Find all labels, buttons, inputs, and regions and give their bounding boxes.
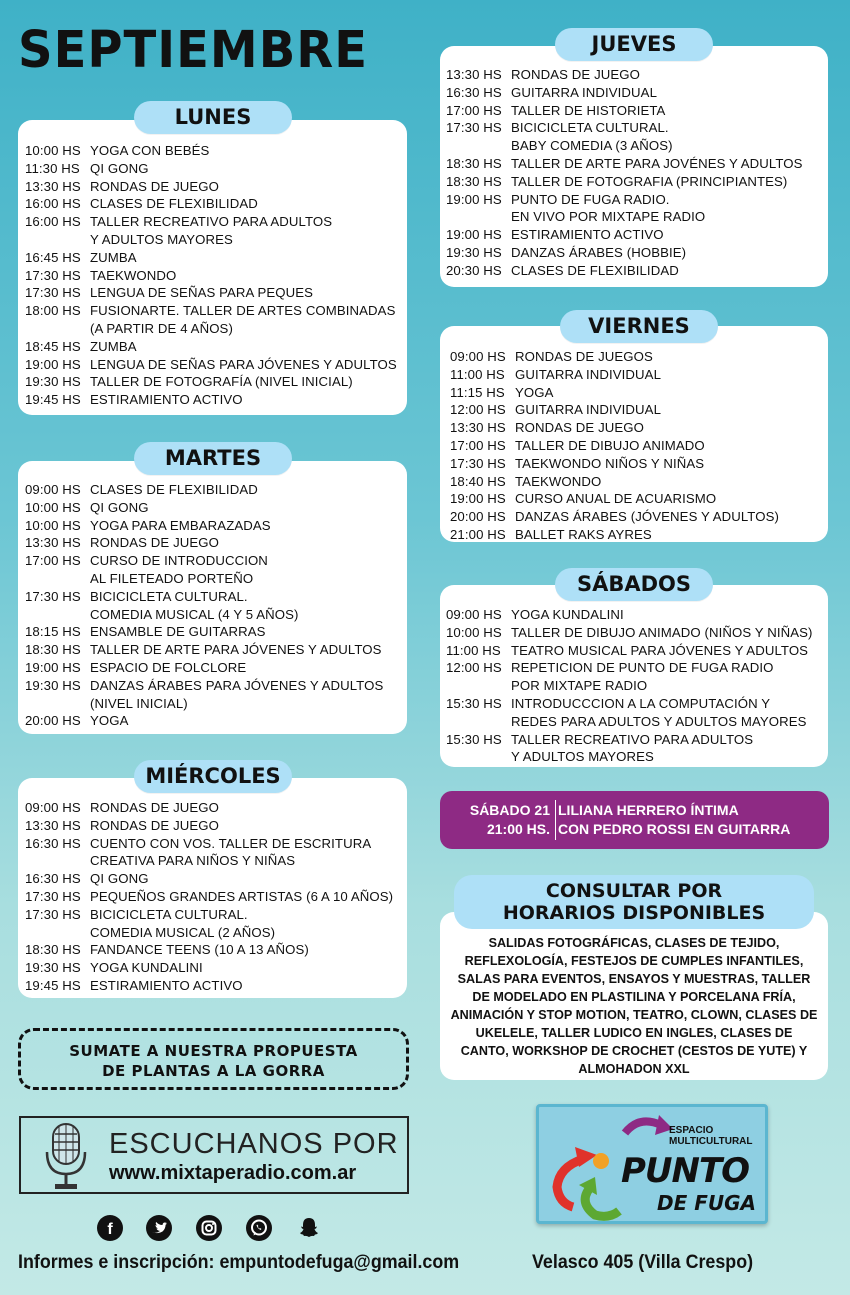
entry-time: 21:00 HS [450,526,506,542]
schedule-entry [25,588,405,624]
entry-time: 09:00 HS [446,607,502,622]
entry-time: 19:30 HS [446,244,502,260]
entry-activity [90,213,405,249]
entry-activity [511,119,826,155]
logo-name-2: DE FUGA [657,1191,757,1215]
entry-activity-line: (NIVEL INICIAL) [90,695,188,711]
entry-time: 13:30 HS [450,420,506,436]
whatsapp-icon[interactable] [246,1215,272,1241]
entry-activity [511,191,826,227]
entry-activity-line: BICICICLETA CULTURAL. [90,906,248,922]
entry-activity [90,659,405,677]
entry-time: 17:30 HS [25,267,81,283]
entry-time: 09:00 HS [450,349,506,364]
schedule-entry [450,455,826,473]
schedule-entry [25,391,405,409]
entry-activity-line: TALLER DE ARTE PARA JÓVENES Y ADULTOS [90,642,382,658]
schedule-entry [450,401,826,419]
schedule-entry [25,195,405,213]
entry-activity-line: QI GONG [90,160,149,176]
entry-activity [90,284,405,302]
entry-activity-line: INTRODUCCCION A LA COMPUTACIÓN Y [511,695,771,711]
entry-activity-line: DANZAS ÁRABES PARA JÓVENES Y ADULTOS [90,677,384,693]
entry-activity-line: EN VIVO POR MIXTAPE RADIO [511,209,706,225]
schedule-entry [450,473,826,491]
miercoles-schedule [25,799,405,995]
entry-time: 10:00 HS [25,499,81,515]
schedule-entry [25,977,405,995]
schedule-entry [25,481,405,499]
entry-time: 11:15 HS [450,384,505,400]
schedule-entry [25,178,405,196]
entry-activity-line: TALLER DE FOTOGRAFIA (PRINCIPIANTES) [511,173,788,189]
schedule-entry [446,731,826,767]
lunes-header: LUNES [134,101,292,134]
entry-activity-line: FUSIONARTE. TALLER DE ARTES COMBINADAS [90,303,396,319]
entry-activity-line: YOGA [515,384,554,400]
entry-time: 17:30 HS [25,906,81,922]
entry-activity-line: REPETICION DE PUNTO DE FUGA RADIO [511,660,774,676]
entry-time: 18:30 HS [25,642,81,658]
entry-activity [511,173,826,191]
schedule-entry [25,835,405,871]
jueves-schedule [446,66,826,280]
entry-activity-line: YOGA KUNDALINI [511,607,624,622]
entry-activity-line: RONDAS DE JUEGO [90,817,219,833]
entry-activity-line: CREATIVA PARA NIÑOS Y NIÑAS [90,853,296,869]
sabados-header: SÁBADOS [555,568,713,601]
entry-activity [511,226,826,244]
event-title: LILIANA HERRERO ÍNTIMA [558,802,739,818]
entry-time: 16:30 HS [446,84,502,100]
entry-time: 10:00 HS [25,517,81,533]
schedule-entry [25,817,405,835]
entry-activity [515,401,826,419]
schedule-entry [25,659,405,677]
entry-activity-line: GUITARRA INDIVIDUAL [515,402,662,418]
entry-time: 13:30 HS [25,817,81,833]
schedule-entry [446,102,826,120]
entry-time: 18:30 HS [446,155,502,171]
event-subtitle: CON PEDRO ROSSI EN GUITARRA [558,821,791,837]
entry-time: 19:00 HS [25,356,81,372]
facebook-icon[interactable] [97,1215,123,1241]
jueves-header: JUEVES [555,28,713,61]
entry-time: 17:30 HS [25,285,81,301]
schedule-entry [25,712,405,730]
entry-time: 11:00 HS [450,366,505,382]
radio-url[interactable]: www.mixtaperadio.com.ar [109,1162,357,1184]
entry-time: 11:30 HS [25,160,80,176]
entry-time: 16:30 HS [25,871,81,887]
schedule-entry [450,508,826,526]
schedule-entry [450,348,826,366]
entry-activity [511,262,826,280]
entry-activity [90,799,405,817]
schedule-entry [25,888,405,906]
entry-activity [90,623,405,641]
miercoles-header: MIÉRCOLES [134,760,292,793]
entry-time: 13:30 HS [446,67,502,82]
entry-activity-line: CURSO DE INTRODUCCION [90,553,268,569]
entry-activity-line: TALLER DE FOTOGRAFÍA (NIVEL INICIAL) [90,374,353,390]
entry-activity [90,195,405,213]
entry-activity-line: GUITARRA INDIVIDUAL [511,84,658,100]
entry-activity [90,356,405,374]
entry-activity-line: YOGA [90,713,129,729]
entry-time: 15:30 HS [446,731,502,747]
schedule-entry [25,552,405,588]
entry-activity-line: LENGUA DE SEÑAS PARA JÓVENES Y ADULTOS [90,356,397,372]
entry-activity-line: RONDAS DE JUEGO [511,67,640,82]
schedule-entry [25,160,405,178]
entry-activity-line: GUITARRA INDIVIDUAL [515,366,662,382]
logo-tagline-1: ESPACIO [669,1125,714,1136]
entry-activity [90,338,405,356]
entry-activity-line: PEQUEÑOS GRANDES ARTISTAS (6 A 10 AÑOS) [90,888,394,904]
entry-activity [90,499,405,517]
schedule-entry [450,384,826,402]
schedule-entry [450,366,826,384]
schedule-entry [446,244,826,262]
entry-activity [515,384,826,402]
entry-activity-line: FANDANCE TEENS (10 A 13 AÑOS) [90,942,309,958]
entry-time: 16:00 HS [25,196,81,212]
entry-activity [511,695,826,731]
entry-time: 11:00 HS [446,642,501,658]
entry-time: 17:30 HS [25,588,81,604]
entry-time: 18:00 HS [25,303,81,319]
entry-activity-line: TALLER DE HISTORIETA [511,102,666,118]
event-divider [555,800,556,840]
logo-tagline-2: MULTICULTURAL [669,1136,753,1147]
schedule-entry [446,226,826,244]
schedule-entry [446,155,826,173]
entry-time: 09:00 HS [25,800,81,815]
entry-activity [90,267,405,285]
entry-activity [515,366,826,384]
entry-time: 19:45 HS [25,977,81,993]
entry-time: 10:00 HS [25,143,81,158]
instagram-icon[interactable] [196,1215,222,1241]
entry-time: 10:00 HS [446,624,502,640]
schedule-entry [25,284,405,302]
entry-activity [90,373,405,391]
entry-activity-line: ZUMBA [90,249,137,265]
schedule-entry [25,302,405,338]
entry-activity-line: RONDAS DE JUEGO [90,178,219,194]
entry-activity-line: ESTIRAMIENTO ACTIVO [511,227,664,243]
entry-activity-line: RONDAS DE JUEGOS [515,349,653,364]
entry-activity-line: REDES PARA ADULTOS Y ADULTOS MAYORES [511,713,807,729]
entry-activity [90,552,405,588]
entry-activity [515,419,826,437]
viernes-header: VIERNES [560,310,718,343]
entry-time: 18:30 HS [446,173,502,189]
entry-time: 19:30 HS [25,677,81,693]
entry-activity-line: LENGUA DE SEÑAS PARA PEQUES [90,285,314,301]
schedule-entry [446,642,826,660]
entry-activity [90,677,405,713]
entry-activity [90,870,405,888]
schedule-entry [446,606,826,624]
entry-activity [90,941,405,959]
viernes-schedule [450,348,826,544]
entry-time: 09:00 HS [25,482,81,497]
entry-time: 19:30 HS [25,960,81,976]
schedule-entry [25,499,405,517]
entry-time: 19:00 HS [446,227,502,243]
entry-activity [511,731,826,767]
schedule-entry [446,84,826,102]
entry-time: 12:00 HS [450,402,506,418]
entry-activity-line: TAEKWONDO NIÑOS Y NIÑAS [515,455,705,471]
schedule-entry [25,267,405,285]
entry-activity [90,906,405,942]
entry-time: 16:00 HS [25,214,81,230]
punto-de-fuga-logo [536,1104,768,1224]
entry-time: 20:00 HS [450,509,506,525]
entry-activity-line: RONDAS DE JUEGO [90,800,219,815]
entry-activity [515,473,826,491]
entry-time: 18:15 HS [25,624,81,640]
entry-activity-line: COMEDIA MUSICAL (2 AÑOS) [90,924,276,940]
entry-activity-line: TALLER DE DIBUJO ANIMADO (NIÑOS Y NIÑAS) [511,624,813,640]
entry-activity [511,642,826,660]
entry-activity [90,959,405,977]
entry-activity-line: TAEKWONDO [515,473,602,489]
entry-time: 19:00 HS [446,191,502,207]
entry-activity-line: ESTIRAMIENTO ACTIVO [90,977,243,993]
entry-activity-line: TAEKWONDO [90,267,177,283]
page-title: SEPTIEMBRE [18,20,369,80]
entry-activity-line: DANZAS ÁRABES (HOBBIE) [511,244,687,260]
consult-header: CONSULTAR POR HORARIOS DISPONIBLES [454,875,814,929]
entry-activity-line: CLASES DE FLEXIBILIDAD [90,482,258,497]
address: Velasco 405 (Villa Crespo) [532,1252,754,1273]
entry-time: 19:45 HS [25,392,81,408]
entry-time: 13:30 HS [25,535,81,551]
schedule-entry [25,249,405,267]
radio-heading: ESCUCHANOS POR [109,1128,399,1160]
svg-text:f: f [107,1221,113,1238]
entry-time: 19:30 HS [25,374,81,390]
schedule-entry [25,959,405,977]
entry-activity-line: BABY COMEDIA (3 AÑOS) [511,138,673,154]
entry-time: 17:30 HS [446,120,502,136]
entry-activity [515,455,826,473]
consult-body: SALIDAS FOTOGRÁFICAS, CLASES DE TEJIDO, REFLEXOLOGÍA, FESTEJOS DE CUMPLES INFANTILES, SALAS PARA EVENTOS, ENSAYOS Y MUESTRAS, TALLER DE MODELADO EN PLASTILINA Y PORCELANA FRÍA, ANIMACIÓN Y STOP MOTION, TEATRO, CLOWN, CLASES DE UKELELE, TALLER LUDICO EN INGLES, CLASES DE CANTO, WORKSHOP DE CROCHET (CESTOS DE YUTE) Y ALMOHADON XXL [440,912,828,1080]
entry-activity [90,249,405,267]
entry-activity-line: Y ADULTOS MAYORES [511,749,654,765]
entry-activity [90,481,405,499]
contact-info: Informes e inscripción: empuntodefuga@gmail.com [18,1252,460,1273]
entry-activity [90,517,405,535]
entry-time: 19:00 HS [450,491,506,507]
schedule-entry [25,799,405,817]
schedule-entry [446,191,826,227]
entry-activity [90,712,405,730]
entry-activity [515,490,826,508]
entry-activity-line: YOGA CON BEBÉS [90,143,210,158]
schedule-entry [25,623,405,641]
entry-activity-line: ESTIRAMIENTO ACTIVO [90,392,243,408]
entry-activity-line: ENSAMBLE DE GUITARRAS [90,624,266,640]
entry-time: 20:00 HS [25,713,81,729]
entry-activity-line: CUENTO CON VOS. TALLER DE ESCRITURA [90,835,372,851]
schedule-entry [25,373,405,391]
entry-activity-line: POR MIXTAPE RADIO [511,678,648,694]
entry-activity [90,888,405,906]
microphone-icon [35,1122,99,1192]
entry-activity [90,835,405,871]
martes-schedule [25,481,405,730]
entry-time: 18:30 HS [25,942,81,958]
entry-activity-line: QI GONG [90,499,149,515]
twitter-icon[interactable] [146,1215,172,1241]
entry-time: 17:00 HS [450,437,506,453]
entry-activity [90,588,405,624]
entry-activity [90,178,405,196]
entry-activity [511,102,826,120]
entry-activity-line: BALLET RAKS AYRES [515,526,652,542]
entry-activity-line: COMEDIA MUSICAL (4 Y 5 AÑOS) [90,606,299,622]
entry-activity-line: CLASES DE FLEXIBILIDAD [511,262,679,278]
entry-time: 17:00 HS [446,102,502,118]
schedule-entry [25,517,405,535]
entry-activity-line: RONDAS DE JUEGO [515,420,644,436]
schedule-entry [25,870,405,888]
event-time: 21:00 HS. [486,821,550,837]
featured-event-banner [440,791,829,849]
entry-activity-line: BICICICLETA CULTURAL. [511,120,669,136]
plantas-banner: SUMATE A NUESTRA PROPUESTA DE PLANTAS A LA GORRA [18,1028,409,1090]
entry-time: 17:30 HS [450,455,506,471]
schedule-entry [25,534,405,552]
entry-time: 17:30 HS [25,888,81,904]
entry-activity-line: TEATRO MUSICAL PARA JÓVENES Y ADULTOS [511,642,809,658]
schedule-entry [446,624,826,642]
schedule-entry [446,173,826,191]
entry-activity [90,534,405,552]
entry-activity-line: TALLER RECREATIVO PARA ADULTOS [90,214,333,230]
schedule-entry [25,941,405,959]
schedule-entry [446,262,826,280]
entry-time: 12:00 HS [446,660,502,676]
entry-activity-line: RONDAS DE JUEGO [90,535,219,551]
schedule-entry [450,419,826,437]
entry-activity [90,142,405,160]
schedule-entry [25,142,405,160]
entry-activity-line: CURSO ANUAL DE ACUARISMO [515,491,717,507]
entry-activity [515,508,826,526]
entry-activity [90,977,405,995]
schedule-entry [446,119,826,155]
schedule-entry [25,906,405,942]
entry-activity-line: PUNTO DE FUGA RADIO. [511,191,670,207]
schedule-entry [25,356,405,374]
entry-activity-line: DANZAS ÁRABES (JÓVENES Y ADULTOS) [515,509,779,525]
schedule-entry [450,526,826,544]
schedule-entry [25,338,405,356]
entry-activity [515,437,826,455]
entry-activity-line: YOGA KUNDALINI [90,960,203,976]
schedule-entry [25,641,405,659]
logo-name-1: PUNTO [621,1151,750,1191]
entry-activity [90,641,405,659]
entry-activity-line: BICICICLETA CULTURAL. [90,588,248,604]
entry-time: 16:45 HS [25,249,81,265]
entry-activity [90,391,405,409]
entry-time: 18:45 HS [25,338,81,354]
martes-header: MARTES [134,442,292,475]
entry-activity-line: YOGA PARA EMBARAZADAS [90,517,271,533]
schedule-entry [25,677,405,713]
entry-activity [511,84,826,102]
entry-activity [515,348,826,366]
entry-activity-line: ESPACIO DE FOLCLORE [90,659,247,675]
entry-activity-line: TALLER RECREATIVO PARA ADULTOS [511,731,754,747]
entry-activity [511,659,826,695]
entry-time: 19:00 HS [25,659,81,675]
entry-activity-line: TALLER DE ARTE PARA JOVÉNES Y ADULTOS [511,155,803,171]
entry-activity [511,606,826,624]
entry-activity-line: ZUMBA [90,338,137,354]
entry-activity-line: AL FILETEADO PORTEÑO [90,570,254,586]
entry-time: 13:30 HS [25,178,81,194]
entry-activity [90,160,405,178]
entry-activity [511,155,826,173]
schedule-entry [446,695,826,731]
schedule-entry [450,437,826,455]
schedule-entry [446,659,826,695]
entry-activity [511,244,826,262]
snapchat-icon[interactable] [296,1215,322,1241]
entry-time: 15:30 HS [446,695,502,711]
schedule-entry [450,490,826,508]
sabados-schedule [446,606,826,766]
schedule-entry [446,66,826,84]
entry-activity [511,66,826,84]
entry-activity-line: QI GONG [90,871,149,887]
event-date: SÁBADO 21 [469,802,550,818]
entry-time: 20:30 HS [446,262,502,278]
schedule-entry [25,213,405,249]
entry-time: 18:40 HS [450,473,506,489]
entry-activity [90,302,405,338]
entry-activity-line: CLASES DE FLEXIBILIDAD [90,196,258,212]
entry-time: 17:00 HS [25,553,81,569]
entry-activity [515,526,826,544]
entry-time: 16:30 HS [25,835,81,851]
entry-activity-line: Y ADULTOS MAYORES [90,231,233,247]
entry-activity-line: TALLER DE DIBUJO ANIMADO [515,437,705,453]
entry-activity [90,817,405,835]
entry-activity [511,624,826,642]
lunes-schedule [25,142,405,409]
radio-banner [19,1116,409,1194]
entry-activity-line: (A PARTIR DE 4 AÑOS) [90,320,233,336]
